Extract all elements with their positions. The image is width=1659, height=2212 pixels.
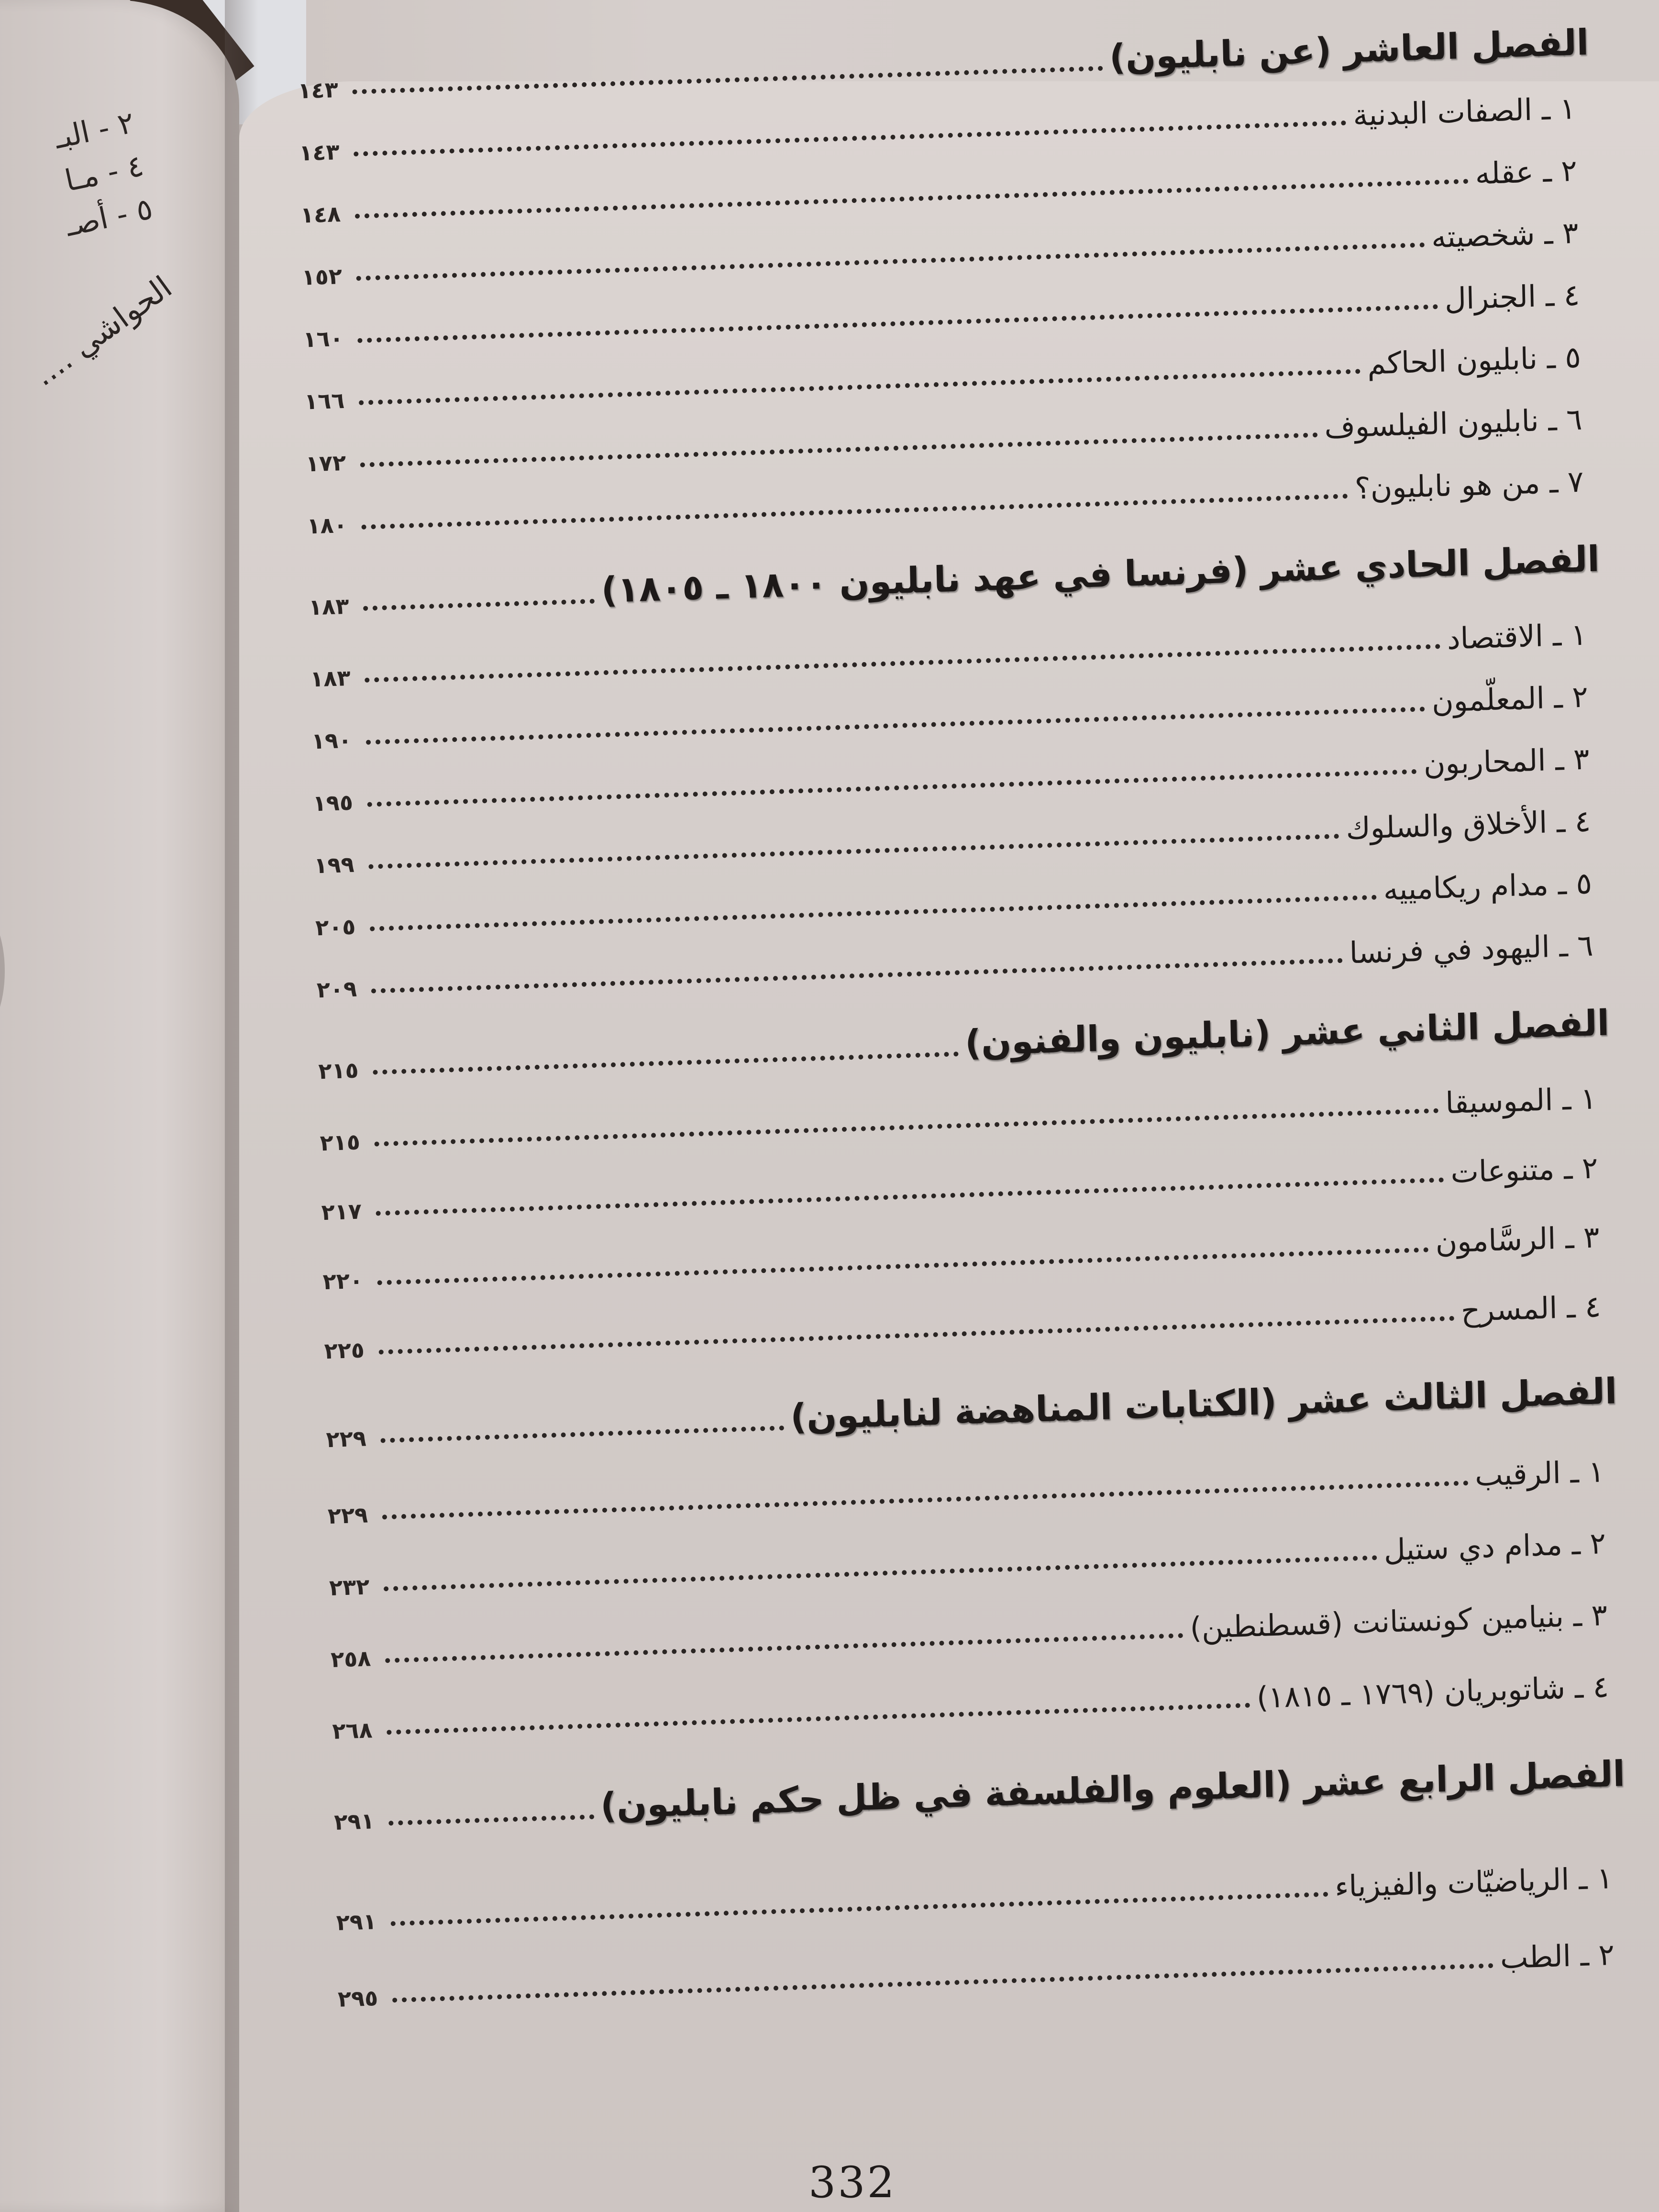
entry-title: ٥ ـ نابليون الحاكم — [1367, 339, 1582, 381]
chapter-page: ١٨٣ — [308, 593, 349, 620]
entry-title: ١ ـ الرياضيّات والفيزياء — [1334, 1860, 1614, 1904]
entry-page: ٢٠٩ — [316, 975, 357, 1003]
entry-page: ٢٢٩ — [327, 1502, 368, 1529]
entry-page: ٢٣٢ — [329, 1573, 370, 1601]
toc-entry — [337, 1928, 1629, 2012]
dot-leader — [384, 1555, 1377, 1591]
entry-title: ٥ ـ مدام ريكامييه — [1383, 865, 1593, 907]
chapter-page: ٢٢٩ — [326, 1425, 367, 1453]
dot-leader — [377, 1247, 1429, 1285]
dot-leader — [373, 1051, 958, 1074]
dot-leader — [363, 599, 595, 611]
dot-leader — [362, 494, 1349, 530]
toc-entry — [332, 1660, 1624, 1744]
entry-page: ٢٢٥ — [324, 1337, 365, 1364]
entry-title: ١ ـ الرقيب — [1474, 1454, 1605, 1493]
entry-title: ٣ ـ الرسَّامون — [1435, 1219, 1600, 1260]
left-fragment-line: ٢ - البـ — [51, 104, 138, 156]
entry-page: ١٥٢ — [301, 263, 343, 290]
dot-leader — [388, 1814, 594, 1825]
chapter-title: الفصل الرابع عشر (العلوم والفلسفة في ظل حكم نابليون) — [600, 1753, 1626, 1827]
entry-title: ٢ ـ مدام دي ستيل — [1383, 1526, 1606, 1568]
toc-entry — [319, 1072, 1611, 1156]
entry-page: ١٩٩ — [313, 851, 355, 879]
entry-title: ٦ ـ نابليون الفيلسوف — [1324, 401, 1583, 445]
entry-title: ٢ ـ الطب — [1500, 1936, 1615, 1976]
left-page-text-fragment — [0, 100, 179, 394]
left-fragment-line: ٤ - مـا — [62, 147, 147, 199]
chapter-title: الفصل الحادي عشر (فرنسا في عهد نابليون ١٨٠٠ ـ ١٨٠٥) — [600, 538, 1600, 611]
entry-title: ٢ ـ متنوعات — [1450, 1150, 1599, 1190]
dot-leader — [391, 1892, 1328, 1926]
left-page — [0, 0, 239, 2212]
dot-leader — [370, 895, 1377, 931]
entry-title: ١ ـ الصفات البدنية — [1352, 90, 1576, 133]
entry-page: ١٧٢ — [305, 449, 346, 477]
entry-title: ٤ ـ المسرح — [1460, 1289, 1602, 1328]
entry-page: ٢١٥ — [320, 1128, 361, 1156]
entry-title: ٣ ـ شخصيته — [1431, 215, 1579, 255]
toc-chapter-12 — [318, 1000, 1610, 1084]
toc-entry — [330, 1589, 1622, 1672]
entry-title: ٢ ـ المعلّمون — [1431, 679, 1589, 719]
dot-leader — [357, 304, 1438, 343]
entry-title: ٢ ـ عقله — [1474, 153, 1578, 191]
entry-page: ١٤٣ — [299, 139, 340, 166]
chapter-title: الفصل الثالث عشر (الكتابات المناهضة لنابليون) — [790, 1371, 1617, 1438]
entry-title: ٧ ـ من هو نابليون؟ — [1354, 464, 1584, 506]
entry-page: ١٨٣ — [310, 664, 351, 692]
chapter-page: ١٤٣ — [297, 77, 339, 104]
notes-label: الحواشي .... — [27, 269, 179, 394]
dot-leader — [354, 121, 1347, 156]
entry-page: ١٩٥ — [312, 789, 354, 817]
entry-page: ١٤٨ — [300, 200, 341, 228]
dot-leader — [371, 958, 1343, 994]
dot-leader — [387, 1703, 1250, 1735]
entry-page: ٢٠٥ — [315, 913, 356, 941]
toc-entry — [321, 1141, 1613, 1225]
dot-leader — [366, 707, 1426, 745]
entry-page: ٢٩٥ — [337, 1985, 378, 2012]
dot-leader — [355, 179, 1469, 219]
toc-entry — [327, 1445, 1619, 1529]
dot-leader — [376, 1177, 1444, 1216]
entry-page: ٢١٧ — [321, 1198, 362, 1226]
left-fragment-line: ٥ - أصـ — [62, 190, 156, 243]
entry-title: ٤ ـ الأخلاق والسلوك — [1345, 803, 1591, 846]
chapter-page: ٢٩١ — [333, 1808, 375, 1835]
dot-leader — [375, 1108, 1439, 1147]
entry-title: ٣ ـ المحاربون — [1423, 741, 1590, 782]
entry-title: ٤ ـ الجنرال — [1444, 277, 1580, 317]
page-shadow — [0, 909, 5, 1033]
entry-title: ٤ ـ شاتوبريان (١٧٦٩ ـ ١٨١٥) — [1256, 1669, 1609, 1715]
toc-chapter-13 — [325, 1369, 1617, 1452]
dot-leader — [392, 1963, 1493, 2002]
toc-chapter-14 — [333, 1751, 1626, 1835]
toc-entry — [322, 1211, 1614, 1294]
chapter-page: ٢١٥ — [318, 1057, 359, 1084]
dot-leader — [353, 66, 1103, 94]
entry-title: ٦ ـ اليهود في فرنسا — [1349, 928, 1594, 971]
toc-entry — [323, 1280, 1615, 1364]
dot-leader — [382, 1481, 1469, 1519]
entry-page: ٢٢٠ — [322, 1267, 364, 1295]
toc-chapter-11 — [308, 537, 1600, 620]
entry-page: ٢٥٨ — [330, 1645, 371, 1672]
dot-leader — [381, 1426, 784, 1443]
toc-entry — [329, 1517, 1621, 1601]
dot-leader — [365, 644, 1440, 683]
dot-leader — [385, 1633, 1183, 1663]
dot-leader — [356, 243, 1425, 281]
toc-entry — [335, 1852, 1627, 1936]
entry-page: ١٦٠ — [302, 325, 344, 353]
entry-title: ١ ـ الاقتصاد — [1447, 617, 1587, 656]
chapter-title: الفصل العاشر (عن نابليون) — [1109, 22, 1589, 78]
entry-page: ٢٦٨ — [332, 1717, 373, 1744]
entry-page: ١٨٠ — [307, 511, 348, 539]
dot-leader — [367, 769, 1417, 807]
table-of-contents — [297, 19, 1659, 2117]
dot-leader — [359, 369, 1361, 405]
entry-page: ١٦٦ — [304, 387, 345, 415]
entry-page: ١٩٠ — [311, 727, 352, 754]
dot-leader — [360, 432, 1318, 467]
entry-title: ١ ـ الموسيقا — [1445, 1081, 1597, 1121]
entry-title: ٣ ـ بنيامين كونستانت (قسطنطين) — [1189, 1597, 1608, 1646]
chapter-title: الفصل الثاني عشر (نابليون والفنون) — [964, 1002, 1610, 1064]
entry-page: ٢٩١ — [336, 1908, 377, 1936]
dot-leader — [368, 834, 1339, 869]
dot-leader — [379, 1316, 1455, 1355]
page-number: 332 — [808, 2157, 896, 2208]
